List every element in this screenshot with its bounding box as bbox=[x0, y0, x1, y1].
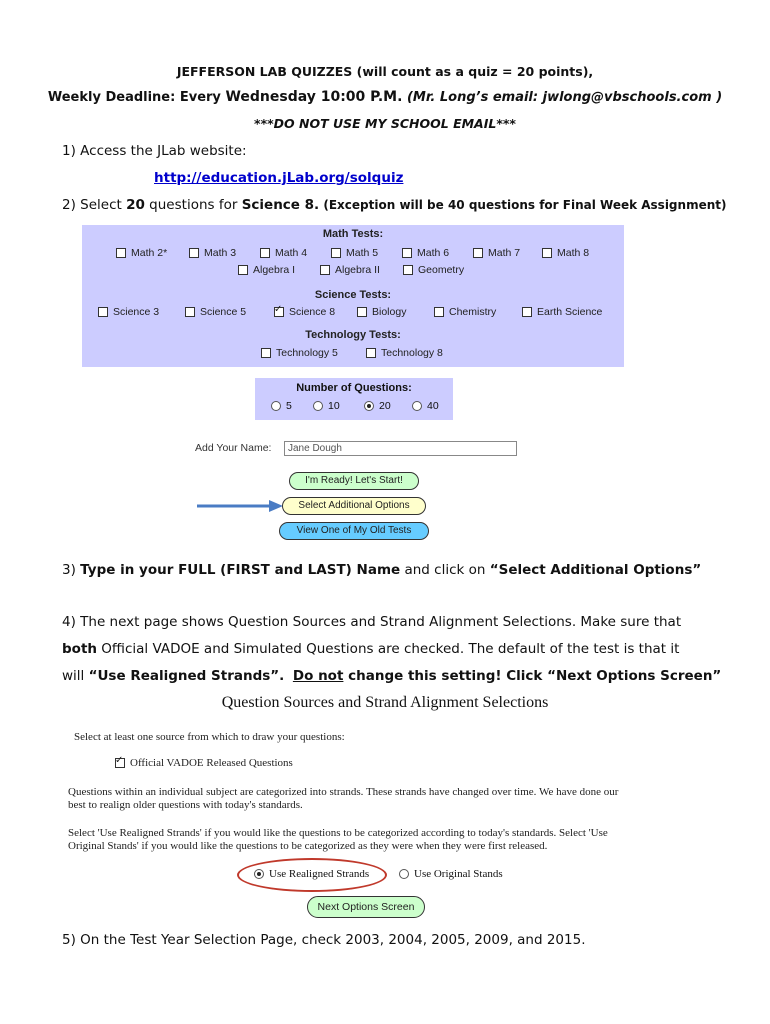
checkbox-box[interactable] bbox=[189, 248, 199, 258]
checkbox-box[interactable] bbox=[260, 248, 270, 258]
step4-both: both bbox=[62, 641, 98, 657]
checkbox-label: Math 2* bbox=[131, 247, 168, 259]
technology-tests-header: Technology Tests: bbox=[305, 329, 401, 341]
checkbox-box[interactable] bbox=[434, 307, 444, 317]
doc-title: JEFFERSON LAB QUIZZES (will count as a quiz = 20 points), bbox=[176, 64, 594, 79]
radio-circle[interactable] bbox=[313, 401, 323, 411]
realign-paragraph-line: Original Stands' if you would like the questions to be categorized as they were when they were first released. bbox=[68, 840, 548, 852]
step4-do-not: Do not bbox=[292, 668, 344, 684]
step3-text bbox=[62, 562, 701, 578]
checkbox-math-4[interactable] bbox=[260, 247, 307, 259]
select-source-text: Select at least one source from which to draw your questions: bbox=[74, 731, 345, 743]
step2-subject: Science 8. bbox=[241, 197, 320, 213]
checkbox-label: Math 4 bbox=[275, 247, 308, 259]
checkbox-box[interactable] bbox=[473, 248, 483, 258]
realign-paragraph-line: Select 'Use Realigned Strands' if you would like the questions to be categorized according to today's standards. Select 'Use bbox=[68, 827, 608, 839]
checkbox-biology[interactable] bbox=[357, 306, 406, 318]
checkbox-technology-8[interactable] bbox=[366, 347, 443, 359]
checkbox-math-6[interactable] bbox=[402, 247, 449, 259]
checkbox-box[interactable] bbox=[238, 265, 248, 275]
radio-20[interactable] bbox=[364, 400, 391, 412]
science-tests-header: Science Tests: bbox=[314, 289, 392, 301]
step4-will: will bbox=[62, 668, 89, 684]
realign-paragraph bbox=[68, 827, 608, 853]
checkbox-label: Algebra I bbox=[253, 264, 296, 276]
step2-mid: questions for bbox=[144, 197, 242, 213]
strands-paragraph-line: Questions within an individual subject are categorized into strands. These strands have changed over time. We have done our bbox=[68, 786, 619, 798]
radio-label: 5 bbox=[286, 400, 292, 412]
radio-label: 10 bbox=[328, 400, 340, 412]
jlab-link[interactable]: http://education.jLab.org/solquiz bbox=[154, 170, 404, 186]
deadline-prefix: Weekly Deadline: Every bbox=[47, 90, 226, 105]
checkbox-box[interactable] bbox=[98, 307, 108, 317]
radio-use-original-stands[interactable] bbox=[399, 868, 503, 880]
step3-prefix: 3) bbox=[62, 562, 81, 578]
checkbox-label: Math 3 bbox=[204, 247, 237, 259]
checkbox-earth-science[interactable] bbox=[522, 306, 602, 318]
step2-text bbox=[62, 197, 726, 213]
checkbox-label: Science 3 bbox=[113, 306, 160, 318]
arrow-icon bbox=[195, 497, 285, 515]
question-count-panel bbox=[255, 378, 453, 420]
checkbox-label: Math 7 bbox=[488, 247, 521, 259]
checkbox-box[interactable] bbox=[403, 265, 413, 275]
radio-circle[interactable] bbox=[412, 401, 422, 411]
name-label: Add Your Name: bbox=[195, 442, 272, 454]
step4-line3 bbox=[62, 668, 721, 684]
radio-10[interactable] bbox=[313, 400, 340, 412]
math-tests-header: Math Tests: bbox=[322, 228, 384, 240]
checkbox-label: Official VADOE Released Questions bbox=[130, 757, 293, 769]
radio-circle[interactable] bbox=[399, 869, 409, 879]
strands-paragraph bbox=[68, 786, 618, 812]
checkbox-box[interactable] bbox=[402, 248, 412, 258]
checkbox-label: Geometry bbox=[418, 264, 465, 276]
checkbox-box-checked[interactable] bbox=[115, 758, 125, 768]
step5-text: 5) On the Test Year Selection Page, check 2003, 2004, 2005, 2009, and 2015. bbox=[62, 932, 586, 948]
checkbox-label: Science 5 bbox=[200, 306, 247, 318]
panel2-title: Question Sources and Strand Alignment Selections bbox=[221, 694, 549, 711]
step4-line2-rest: Official VADOE and Simulated Questions are checked. The default of the test is that it bbox=[97, 641, 680, 657]
checkbox-box[interactable] bbox=[261, 348, 271, 358]
radio-label: 20 bbox=[379, 400, 391, 412]
strands-paragraph-line: best to realign older questions with today's standards. bbox=[68, 799, 303, 811]
deadline-day: Wednesday 10:00 P.M. bbox=[225, 89, 403, 105]
checkbox-box[interactable] bbox=[522, 307, 532, 317]
select-additional-options-button[interactable]: Select Additional Options bbox=[282, 497, 426, 515]
checkbox-algebra-2[interactable] bbox=[320, 264, 380, 276]
checkbox-math-7[interactable] bbox=[473, 247, 520, 259]
checkbox-label: Technology 8 bbox=[381, 347, 443, 359]
checkbox-box[interactable] bbox=[357, 307, 367, 317]
checkbox-label: Chemistry bbox=[449, 306, 497, 318]
step3-bold: Type in your FULL (FIRST and LAST) Name bbox=[80, 562, 401, 578]
radio-circle[interactable] bbox=[271, 401, 281, 411]
name-input[interactable]: Jane Dough bbox=[284, 441, 517, 456]
question-count-header: Number of Questions: bbox=[296, 382, 412, 394]
email-warning: ***DO NOT USE MY SCHOOL EMAIL*** bbox=[254, 116, 516, 131]
checkbox-label: Math 5 bbox=[346, 247, 379, 259]
checkbox-box-checked[interactable] bbox=[274, 307, 284, 317]
radio-40[interactable] bbox=[412, 400, 439, 412]
checkbox-label: Math 8 bbox=[557, 247, 590, 259]
step3-quote: “Select Additional Options” bbox=[489, 562, 702, 578]
checkbox-official-vadoe[interactable] bbox=[115, 757, 293, 769]
step4-line3-rest: change this setting! Click “Next Options Screen” bbox=[343, 668, 722, 684]
start-button[interactable]: I'm Ready! Let's Start! bbox=[289, 472, 419, 490]
step4-line2 bbox=[62, 641, 679, 657]
checkbox-math-3[interactable] bbox=[189, 247, 236, 259]
step2-prefix: 2) Select bbox=[62, 197, 127, 213]
checkbox-box[interactable] bbox=[185, 307, 195, 317]
checkbox-label: Science 8 bbox=[289, 306, 336, 318]
checkbox-chemistry[interactable] bbox=[434, 306, 496, 318]
checkbox-box[interactable] bbox=[116, 248, 126, 258]
checkbox-math-8[interactable] bbox=[542, 247, 589, 259]
radio-5[interactable] bbox=[271, 400, 292, 412]
step2-note: (Exception will be 40 questions for Final Week Assignment) bbox=[319, 198, 727, 212]
checkbox-box[interactable] bbox=[320, 265, 330, 275]
checkbox-science-8[interactable] bbox=[274, 306, 335, 318]
checkbox-box[interactable] bbox=[331, 248, 341, 258]
checkbox-box[interactable] bbox=[542, 248, 552, 258]
checkbox-science-3[interactable] bbox=[98, 306, 159, 318]
checkbox-technology-5[interactable] bbox=[261, 347, 338, 359]
checkbox-science-5[interactable] bbox=[185, 306, 246, 318]
step4-line1: 4) The next page shows Question Sources and Strand Alignment Selections. Make sure that bbox=[62, 614, 682, 630]
step3-mid: and click on bbox=[400, 562, 490, 578]
step1-text: 1) Access the JLab website: bbox=[62, 143, 247, 159]
deadline-email: (Mr. Long’s email: jwlong@vbschools.com ) bbox=[402, 90, 723, 105]
checkbox-math-5[interactable] bbox=[331, 247, 378, 259]
checkbox-geometry[interactable] bbox=[403, 264, 464, 276]
checkbox-label: Technology 5 bbox=[276, 347, 338, 359]
radio-use-realigned-strands[interactable] bbox=[254, 868, 369, 880]
checkbox-algebra-1[interactable] bbox=[238, 264, 295, 276]
step4-quote: “Use Realigned Strands”. bbox=[88, 668, 285, 684]
checkbox-label: Algebra II bbox=[335, 264, 380, 276]
radio-label: Use Realigned Strands bbox=[269, 868, 370, 880]
radio-circle-selected[interactable] bbox=[254, 869, 264, 879]
test-selection-panel bbox=[82, 225, 624, 367]
radio-label: 40 bbox=[427, 400, 439, 412]
checkbox-label: Biology bbox=[372, 306, 407, 318]
next-options-screen-button[interactable]: Next Options Screen bbox=[307, 896, 425, 918]
checkbox-box[interactable] bbox=[366, 348, 376, 358]
step2-count: 20 bbox=[126, 197, 145, 213]
checkbox-label: Earth Science bbox=[537, 306, 603, 318]
radio-circle-selected[interactable] bbox=[364, 401, 374, 411]
checkbox-math-2[interactable] bbox=[116, 247, 167, 259]
view-old-tests-button[interactable]: View One of My Old Tests bbox=[279, 522, 429, 540]
radio-label: Use Original Stands bbox=[414, 868, 503, 880]
deadline-line bbox=[0, 89, 770, 105]
checkbox-label: Math 6 bbox=[417, 247, 450, 259]
